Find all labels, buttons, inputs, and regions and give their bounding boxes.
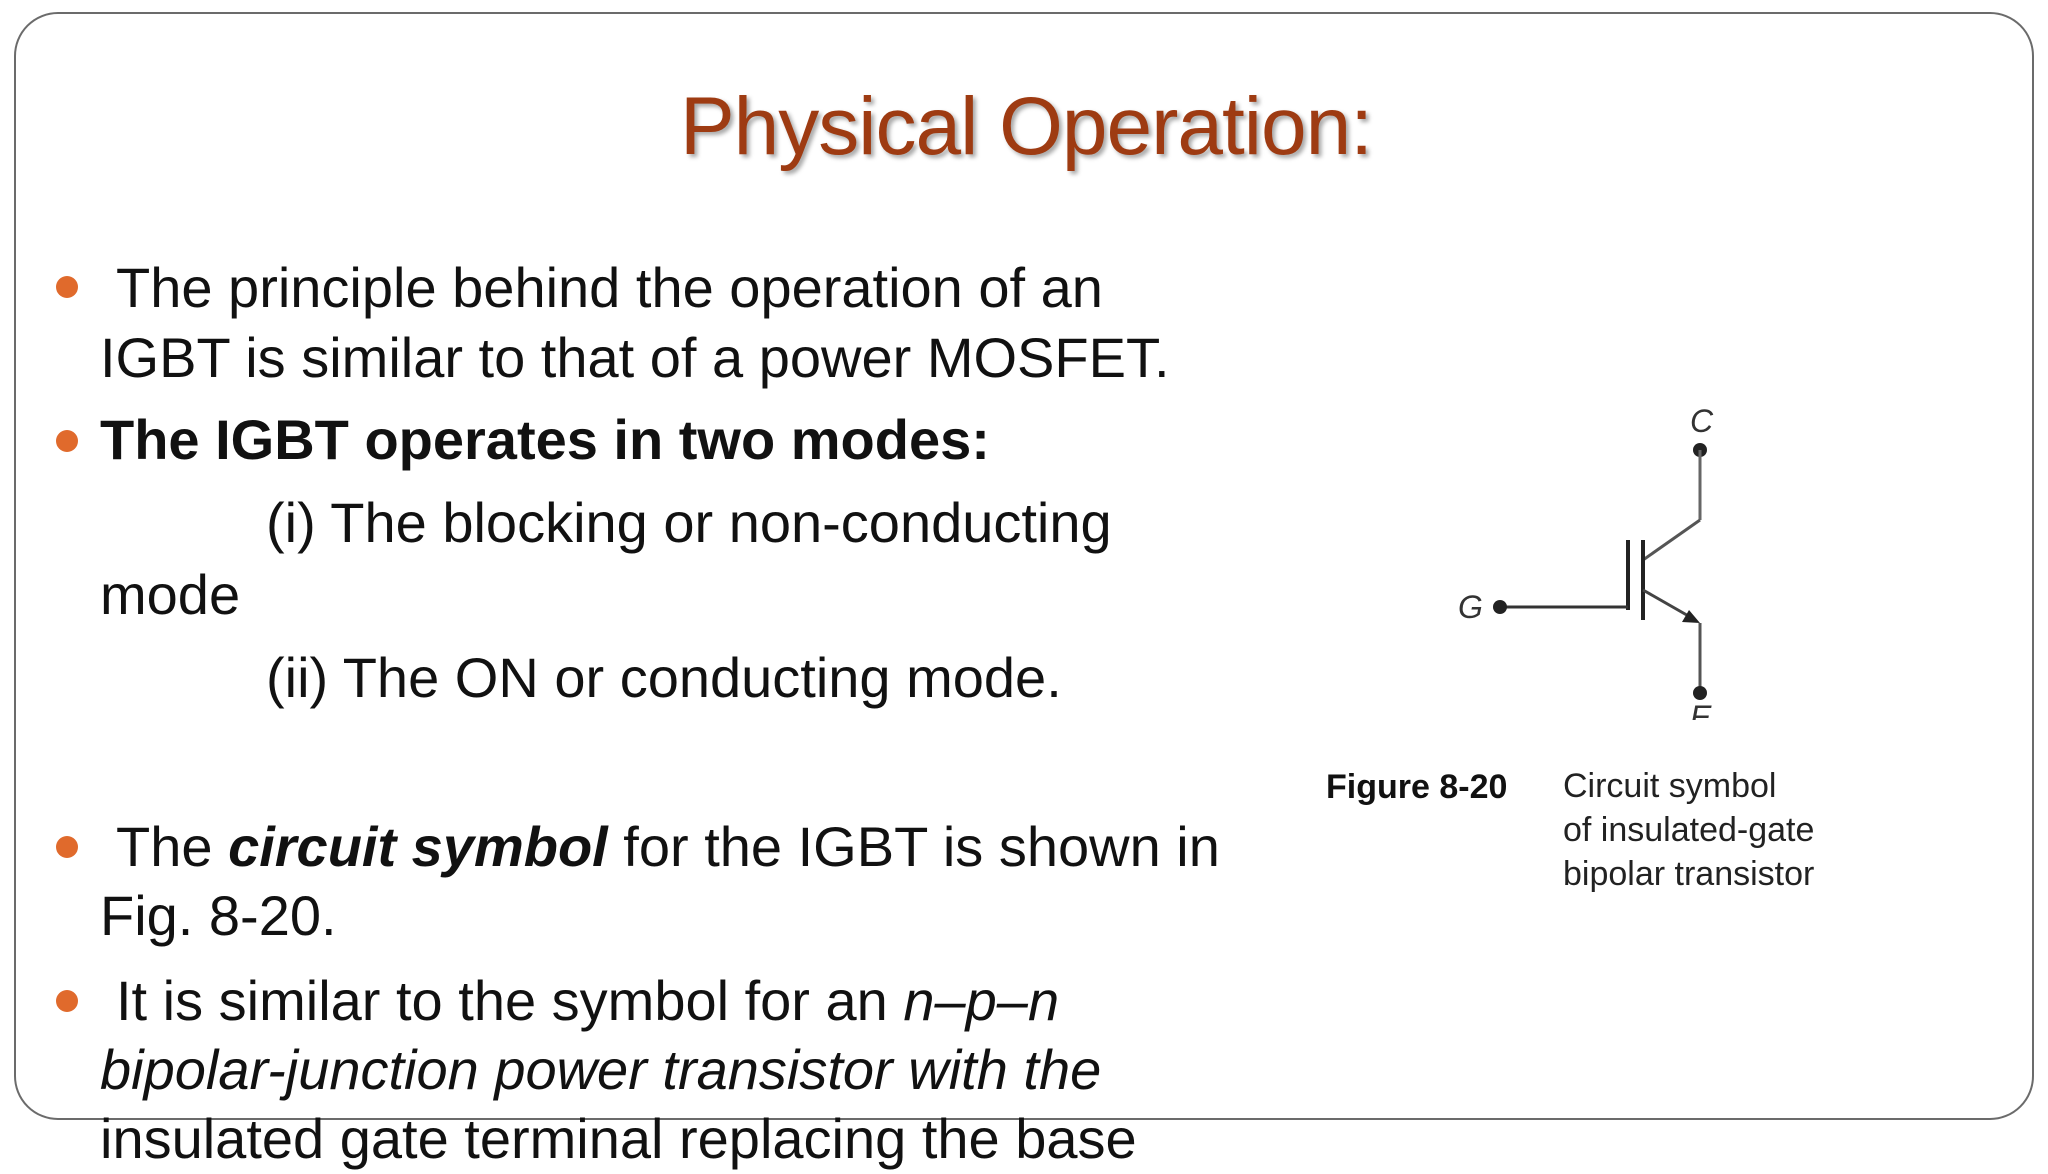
bullet-dot bbox=[56, 836, 78, 858]
bullet-dot bbox=[56, 430, 78, 452]
emitter-arrow-icon bbox=[1682, 610, 1700, 623]
label-collector: C bbox=[1690, 403, 1714, 439]
bullet-dot bbox=[56, 276, 78, 298]
bullet-4-line-2: bipolar-junction power transistor with the bbox=[100, 1038, 1102, 1101]
bullet-3-line-2: Fig. 8-20. bbox=[100, 884, 337, 947]
mode-1-line-1: (i) The blocking or non-conducting bbox=[266, 491, 1112, 554]
bullet-4-italic: n–p–n bbox=[903, 969, 1060, 1032]
igbt-figure bbox=[1320, 380, 1920, 900]
bullet-3-text-b: for the IGBT is shown in bbox=[607, 815, 1220, 878]
caption-line-1: Circuit symbol bbox=[1563, 767, 1777, 805]
bullet-4-line-3: insulated gate terminal replacing the base bbox=[100, 1107, 1137, 1170]
mode-2: (ii) The ON or conducting mode. bbox=[266, 646, 1062, 709]
slide-title: Physical Operation: bbox=[679, 81, 1372, 172]
label-emitter: E bbox=[1690, 699, 1712, 720]
label-gate: G bbox=[1458, 589, 1483, 625]
igbt-symbol-diagram bbox=[1320, 380, 1920, 720]
mode-1-line-2: mode bbox=[100, 563, 241, 626]
figure-caption bbox=[1563, 764, 1814, 896]
emitter-diagonal bbox=[1643, 590, 1692, 618]
figure-number: Figure 8-20 bbox=[1326, 768, 1508, 806]
bullet-4-line-1 bbox=[116, 966, 1346, 1036]
bullet-4-text-a: It is similar to the symbol for an bbox=[116, 969, 904, 1032]
gate-terminal-dot bbox=[1493, 600, 1507, 614]
bullet-3-emphasis: circuit symbol bbox=[228, 815, 608, 878]
bullet-1-line-2: IGBT is similar to that of a power MOSFET. bbox=[100, 326, 1170, 389]
bullet-3-line-1 bbox=[116, 812, 1346, 882]
emitter-terminal-dot bbox=[1693, 686, 1707, 700]
bullet-dot bbox=[56, 990, 78, 1012]
caption-line-3: bipolar transistor bbox=[1563, 855, 1815, 893]
caption-line-2: of insulated-gate bbox=[1563, 811, 1815, 849]
collector-diagonal bbox=[1643, 520, 1700, 560]
bullet-3-text-a: The bbox=[116, 815, 229, 878]
bullet-2-heading: The IGBT operates in two modes: bbox=[100, 408, 990, 471]
bullet-1-line-1: The principle behind the operation of an bbox=[116, 256, 1103, 319]
